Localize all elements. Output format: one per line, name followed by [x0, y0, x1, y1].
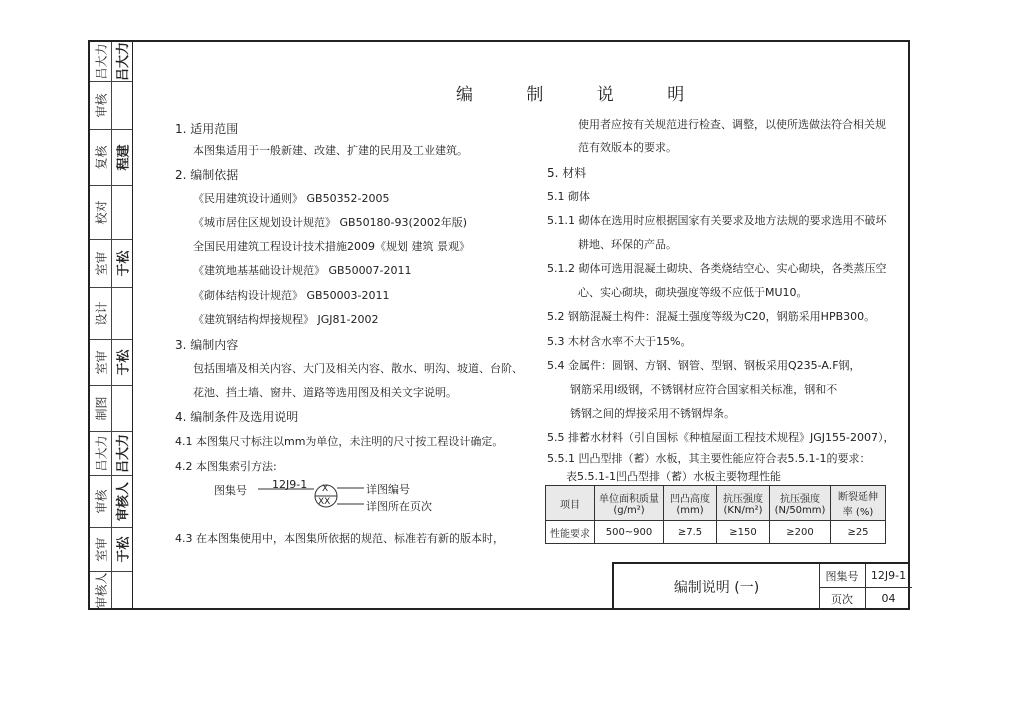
paragraph: 锈钢之间的焊接采用不锈钢焊条。	[570, 407, 735, 420]
paragraph: 4.3 在本图集使用中，本图集所依据的规范、标准若有新的版本时，	[175, 532, 504, 545]
table-header-cell: 抗压强度 (N/50mm)	[770, 486, 831, 521]
sidebar-signature: 于松	[116, 250, 132, 277]
sidebar-cell	[90, 386, 132, 432]
reference-note: 详图所在页次	[366, 500, 432, 513]
sidebar-cell	[90, 432, 132, 476]
paragraph: 耕地、环保的产品。	[578, 238, 677, 251]
title-block	[612, 562, 910, 610]
reference-label: 图集号	[214, 484, 247, 497]
paragraph: 5.5 排蓄水材料（引自国标《种植屋面工程技术规程》JGJ155-2007），	[547, 431, 895, 444]
sidebar-cell	[90, 240, 132, 288]
table-cell: ≥200	[770, 521, 831, 544]
sidebar-signature: 审核人	[116, 481, 132, 522]
section-heading: 3. 编制内容	[175, 338, 239, 352]
sidebar-label: 设计	[94, 301, 109, 326]
sidebar-signature: 于松	[116, 349, 132, 376]
sidebar-cell	[90, 528, 132, 572]
sidebar-cell	[90, 130, 132, 186]
sidebar-cell	[90, 186, 132, 240]
sheet-name: 编制说明 (一)	[614, 564, 820, 610]
table-cell: 500~900	[595, 521, 664, 544]
sidebar-cell	[90, 572, 132, 608]
sidebar-cell	[90, 82, 132, 130]
sidebar-cell	[90, 42, 132, 82]
sidebar-label: 制图	[94, 396, 109, 421]
reference-item: 《民用建筑设计通则》 GB50352-2005	[193, 192, 390, 205]
paragraph: 花池、挡土墙、窗井、道路等选用图及相关文字说明。	[193, 386, 457, 399]
reference-item: 《城市居住区规划设计规范》 GB50180-93(2002年版)	[193, 216, 468, 229]
sidebar-label: 吕大力	[94, 43, 109, 80]
reference-item: 《砌体结构设计规范》 GB50003-2011	[193, 289, 390, 302]
paragraph: 5.1.2 砌体可选用混凝土砌块、各类烧结空心、实心砌块，各类蒸压空	[547, 262, 887, 275]
paragraph: 5.3 木材含水率不大于15%。	[547, 335, 692, 348]
sidebar-signature: 吕大力	[116, 433, 132, 474]
document-title: 编 制 说 明	[456, 85, 709, 105]
index-reference-diagram	[214, 478, 444, 518]
subsection-heading: 5.1 砌体	[547, 190, 590, 203]
paragraph: 5.5.1 凹凸型排（蓄）水板，其主要性能应符合表5.5.1-1的要求：	[547, 452, 871, 465]
properties-table	[545, 485, 886, 544]
table-header-cell: 抗压强度 (KN/m²)	[717, 486, 770, 521]
paragraph: 5.4 金属件：圆钢、方钢、钢管、型钢、钢板采用Q235-A.F钢，	[547, 359, 861, 372]
signature-sidebar	[90, 42, 133, 608]
section-heading: 2. 编制依据	[175, 168, 239, 182]
sidebar-cell	[90, 288, 132, 340]
paragraph: 包括围墙及相关内容、大门及相关内容、散水、明沟、坡道、台阶、	[193, 362, 523, 375]
reference-detail-number: X	[322, 484, 329, 494]
reference-page-number: XX	[318, 497, 331, 507]
sidebar-label: 室审	[94, 537, 109, 562]
table-header-cell: 凹凸高度 (mm)	[664, 486, 717, 521]
table-header-row	[546, 486, 886, 521]
reference-item: 全国民用建筑工程设计技术措施2009《规划 建筑 景观》	[193, 240, 470, 253]
section-heading: 4. 编制条件及选用说明	[175, 410, 299, 424]
sidebar-label: 室审	[94, 350, 109, 375]
table-cell: ≥150	[717, 521, 770, 544]
sidebar-label: 审核人	[94, 571, 109, 609]
sidebar-label: 室审	[94, 251, 109, 276]
paragraph: 5.2 钢筋混凝土构件：混凝土强度等级为C20，钢筋采用HPB300。	[547, 310, 876, 323]
table-header-cell: 断裂延伸率 (%)	[831, 486, 886, 521]
section-heading: 5. 材料	[547, 166, 587, 180]
reference-item: 《建筑钢结构焊接规程》 JGJ81-2002	[193, 313, 379, 326]
sidebar-signature: 程建	[116, 144, 132, 171]
paragraph: 4.1 本图集尺寸标注以mm为单位，未注明的尺寸按工程设计确定。	[175, 435, 504, 448]
reference-note: 详图编号	[366, 483, 410, 496]
paragraph: 4.2 本图集索引方法:	[175, 460, 277, 473]
sidebar-label: 审核	[94, 489, 109, 514]
sidebar-label: 吕大力	[94, 435, 109, 472]
paragraph: 钢筋采用Ⅰ级钢，不锈钢材应符合国家相关标准，钢和不	[570, 383, 838, 396]
table-row	[546, 521, 886, 544]
sidebar-signature: 吕大力	[116, 41, 132, 82]
section-heading: 1. 适用范围	[175, 122, 239, 136]
sidebar-label: 复核	[94, 145, 109, 170]
sidebar-signature: 于松	[116, 536, 132, 563]
reference-item: 《建筑地基基础设计规范》 GB50007-2011	[193, 264, 412, 277]
page-label: 页次	[819, 587, 866, 610]
table-header-cell: 项目	[546, 486, 595, 521]
table-caption: 表5.5.1-1凹凸型排（蓄）水板主要物理性能	[566, 470, 781, 483]
sidebar-cell	[90, 340, 132, 386]
paragraph: 使用者应按有关规范进行检查、调整，以使所选做法符合相关规	[578, 118, 886, 131]
sidebar-cell	[90, 476, 132, 528]
atlas-number: 12J9-1	[865, 564, 912, 588]
page-number: 04	[881, 592, 896, 605]
paragraph: 范有效版本的要求。	[578, 141, 677, 154]
table-cell: ≥25	[831, 521, 886, 544]
paragraph: 5.1.1 砌体在选用时应根据国家有关要求及地方法规的要求选用不破坏	[547, 214, 887, 227]
atlas-number-label: 图集号	[819, 564, 866, 588]
paragraph: 心、实心砌块，砌块强度等级不应低于MU10。	[578, 286, 808, 299]
reference-code: 12J9-1	[272, 478, 308, 491]
sidebar-label: 审核	[94, 93, 109, 118]
table-header-cell: 单位面积质量 (g/m²)	[595, 486, 664, 521]
sidebar-label: 校对	[94, 200, 109, 225]
table-cell: 性能要求	[546, 521, 595, 544]
table-cell: ≥7.5	[664, 521, 717, 544]
paragraph: 本图集适用于一般新建、改建、扩建的民用及工业建筑。	[193, 144, 468, 157]
